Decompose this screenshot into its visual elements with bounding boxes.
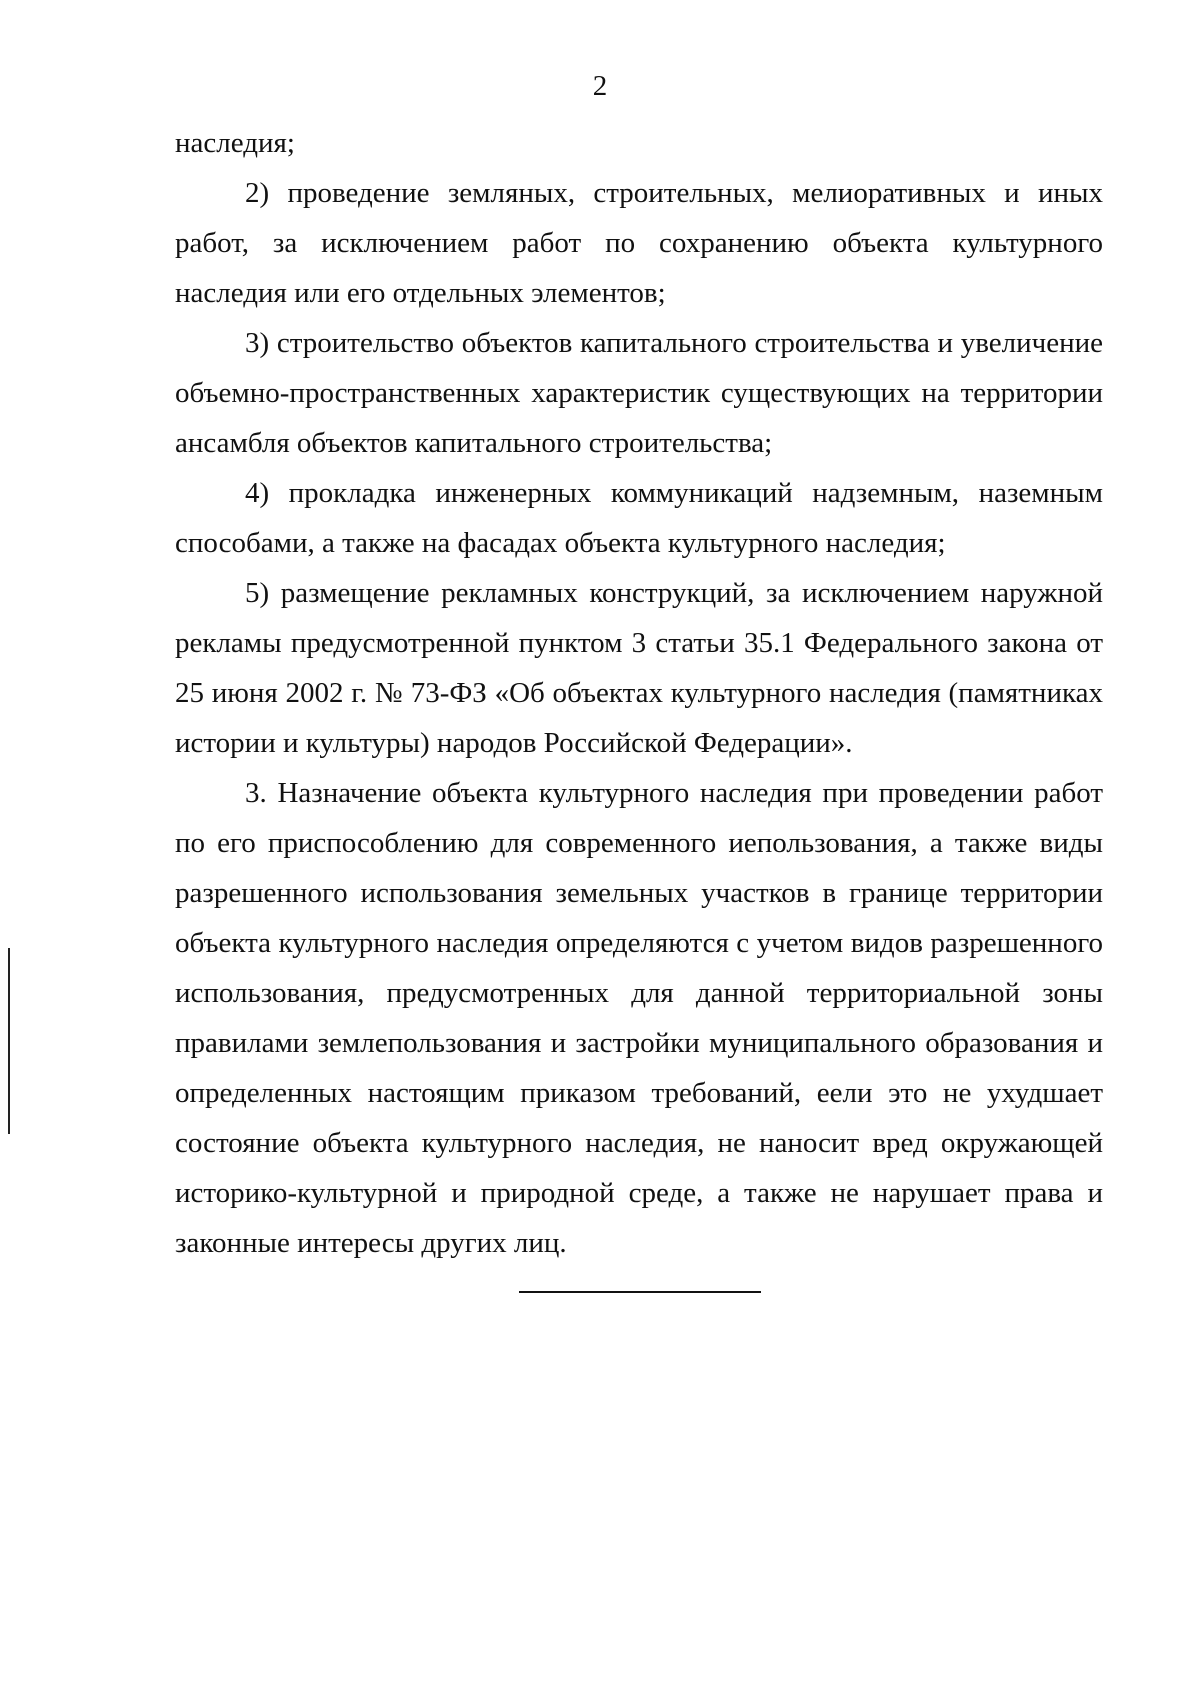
paragraph-section-3: 3. Назначение объекта культурного наследия при проведении работ по его приспособлению для современного иепользования, а также виды разрешенного использования земельных участков в границе территории объекта культурного наследия определяются с учетом видов разрешенного использования, предусмотренных для данной территориальной зоны правилами землепользования и застройки муниципального образования и определенных настоящим приказом требований, еели это не ухудшает состояние объекта культурного наследия, не наносит вред окружающей историко-культурной и природной среде, а также не нарушает права и законные интересы других лиц. (175, 777, 1103, 1259)
paragraph-continuation: наследия; (175, 127, 295, 159)
end-separator-line (519, 1291, 761, 1293)
document-body (175, 118, 1103, 1268)
scan-margin-mark (8, 948, 10, 1134)
paragraph-item-5: 5) размещение рекламных конструкций, за исключением наружной рекламы предусмотренной пунктом 3 статьи 35.1 Федерального закона от 25 июня 2002 г. № 73-ФЗ «Об объектах культурного наследия (памятниках истории и культуры) народов Российской Федерации». (175, 577, 1103, 759)
paragraph-item-4: 4) прокладка инженерных коммуникаций надземным, наземным способами, а также на фасадах объекта культурного наследия; (175, 477, 1103, 559)
page-number: 2 (592, 70, 608, 102)
paragraph-item-2: 2) проведение земляных, строительных, мелиоративных и иных работ, за исключением работ по сохранению объекта культурного наследия или его отдельных элементов; (175, 177, 1103, 309)
paragraph-item-3: 3) строительство объектов капитального строительства и увеличение объемно-пространственных характеристик существующих на территории ансамбля объектов капитального строительства; (175, 327, 1103, 459)
